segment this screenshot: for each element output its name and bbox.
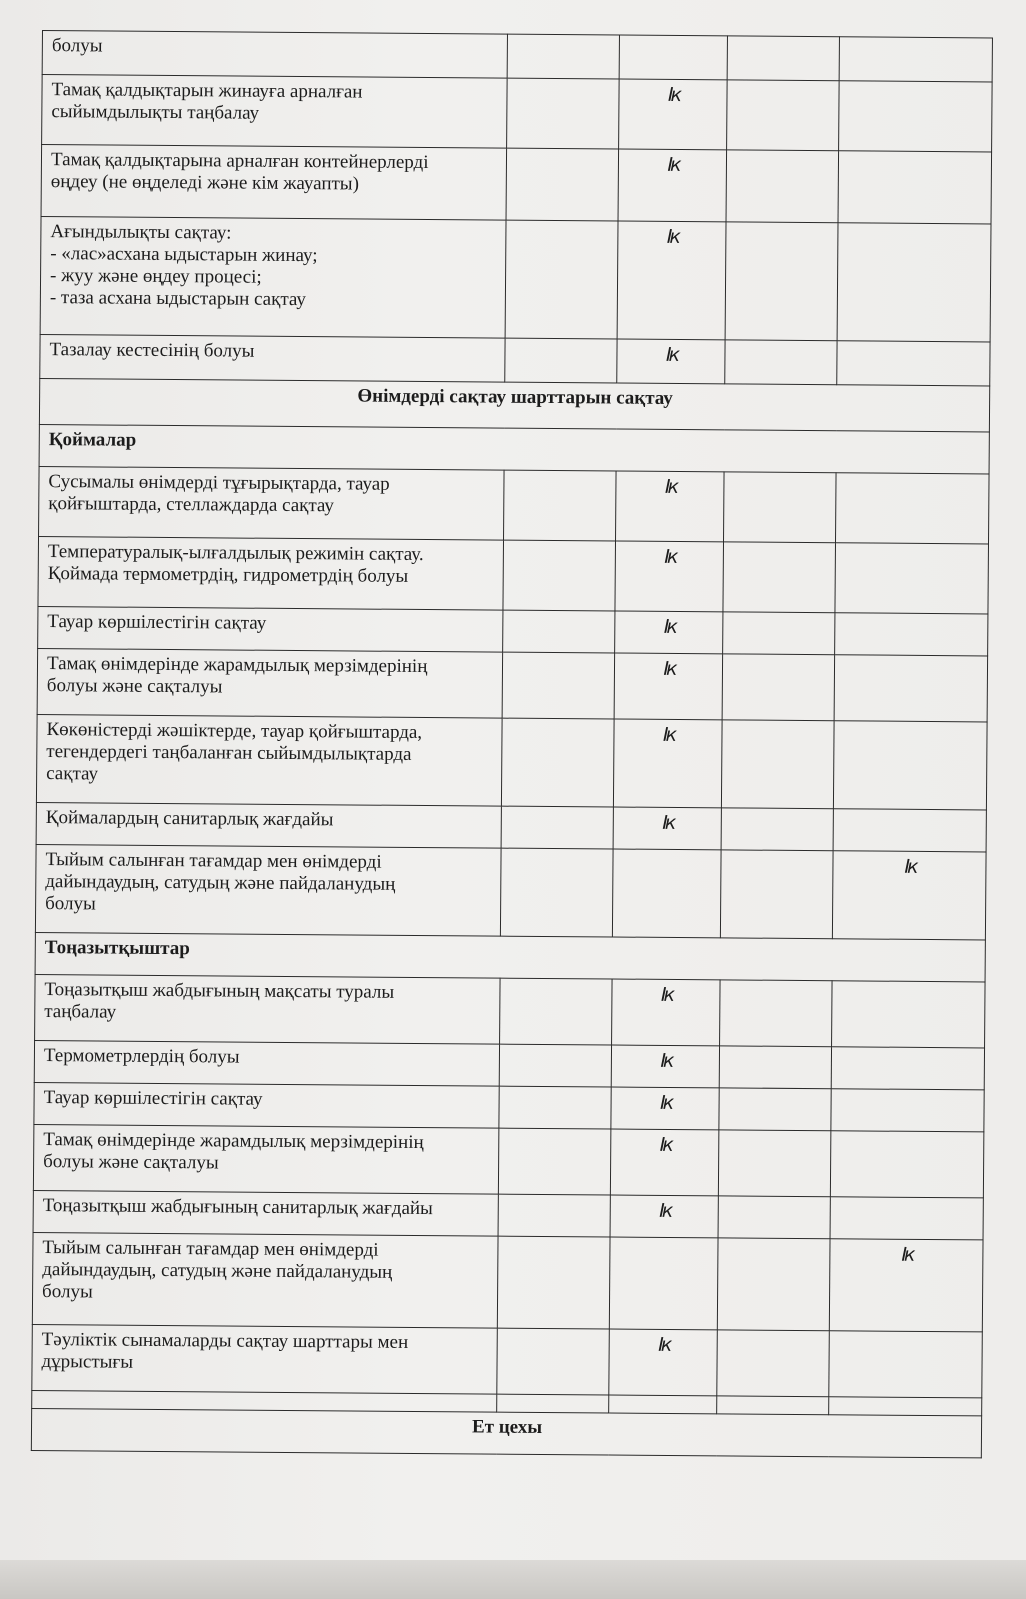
handwritten-mark-cell [830, 1131, 984, 1198]
handwritten-mark-cell [832, 981, 986, 1048]
handwritten-mark-cell: Ік [617, 339, 725, 384]
table-row [39, 424, 989, 473]
empty-cell [497, 1394, 609, 1413]
criterion-text: Тоңазытқыш жабдығының санитарлық жағдайы [33, 1190, 498, 1236]
handwritten-mark-cell: Ік [619, 79, 728, 150]
table-row [31, 1408, 981, 1457]
handwritten-mark-cell [719, 1088, 831, 1131]
handwritten-mark-cell [835, 543, 989, 614]
criterion-text: Ағындылықты сақтау: - «лас»асхана ыдыстарын жинау; - жуу және өңдеу процесі; - таза асхана ыдыстарын сақтау [40, 216, 506, 338]
handwritten-mark-cell [835, 613, 988, 656]
handwritten-mark-cell [720, 980, 833, 1047]
section-heading: Өнімдерді сақтау шарттарын сақтау [39, 378, 989, 431]
handwritten-mark-cell: Ік [613, 807, 721, 850]
handwritten-mark-cell [839, 81, 993, 152]
handwritten-mark-cell [718, 1196, 830, 1239]
criterion-text: Тамақ өнімдерінде жарамдылық мерзімдерінің болуы және сақталуы [33, 1124, 499, 1194]
handwritten-mark-cell [500, 978, 613, 1045]
handwritten-mark-cell [498, 1128, 611, 1195]
handwritten-mark-cell: Ік [609, 1329, 718, 1396]
table-row [35, 974, 985, 1047]
table-row [35, 844, 986, 939]
handwritten-mark-cell [507, 34, 619, 79]
checklist-body [31, 31, 992, 1458]
handwritten-mark-cell [502, 652, 615, 719]
handwritten-mark-cell [727, 80, 840, 151]
handwritten-mark-cell [719, 1046, 831, 1089]
criterion-text: Тамақ өнімдерінде жарамдылық мерзімдерінің болуы және сақталуы [37, 648, 503, 718]
handwritten-mark-cell [718, 1130, 831, 1197]
empty-cell [609, 1395, 717, 1414]
handwritten-mark-cell [837, 341, 990, 386]
handwritten-mark-cell [499, 1086, 611, 1129]
table-row [35, 932, 985, 981]
handwritten-mark-cell [498, 1194, 610, 1237]
table-row [33, 1190, 983, 1239]
handwritten-mark-cell [831, 1047, 984, 1090]
table-row [38, 606, 988, 655]
handwritten-mark-cell: Ік [612, 979, 721, 1046]
handwritten-mark-cell [609, 1237, 718, 1330]
criterion-text: Тыйым салынған тағамдар мен өнімдерді дайындаудың, сатудың және пайдаланудың болуы [32, 1232, 498, 1328]
empty-cell [717, 1396, 829, 1415]
criterion-text: Қоймалардың санитарлық жағдайы [36, 802, 501, 848]
subsection-heading: Тоңазытқыштар [35, 932, 985, 981]
handwritten-mark-cell [835, 473, 989, 544]
handwritten-mark-cell [505, 338, 617, 383]
handwritten-mark-cell [830, 1197, 983, 1240]
handwritten-mark-cell: Ік [832, 851, 986, 940]
handwritten-mark-cell [717, 1330, 830, 1397]
handwritten-mark-cell [717, 1238, 830, 1331]
handwritten-mark-cell [723, 542, 836, 613]
handwritten-mark-cell [619, 35, 727, 80]
table-row [39, 466, 990, 543]
handwritten-mark-cell [501, 718, 614, 807]
handwritten-mark-cell [724, 472, 837, 543]
table-row [32, 1232, 983, 1331]
table-row [40, 334, 990, 385]
section-heading: Ет цехы [31, 1408, 981, 1457]
table-row [36, 714, 987, 809]
table-row [42, 31, 992, 82]
handwritten-mark-cell [725, 222, 838, 341]
handwritten-mark-cell [725, 340, 837, 385]
handwritten-mark-cell [722, 654, 835, 721]
handwritten-mark-cell: Ік [618, 149, 727, 222]
handwritten-mark-cell [499, 1044, 611, 1087]
criterion-text: Тазалау кестесінің болуы [40, 334, 505, 382]
handwritten-mark-cell [838, 151, 992, 224]
table-row [41, 145, 992, 224]
handwritten-mark-cell [497, 1328, 610, 1395]
handwritten-mark-cell [726, 150, 839, 223]
handwritten-mark-cell [507, 78, 620, 149]
table-row [32, 1324, 982, 1397]
criterion-text: Тоңазытқыш жабдығының мақсаты туралы таңбалау [35, 974, 501, 1044]
handwritten-mark-cell [829, 1331, 983, 1398]
criterion-text: Тамақ қалдықтарын жинауға арналған сыйымдылықты таңбалау [42, 75, 508, 149]
criterion-text: Температуралық-ылғалдылық режимін сақтау. Қоймада термометрдің, гидрометрдің болуы [38, 536, 504, 610]
handwritten-mark-cell [727, 36, 839, 81]
handwritten-mark-cell [833, 809, 986, 852]
inspection-checklist-table [31, 30, 993, 1458]
handwritten-mark-cell: Ік [615, 611, 723, 654]
page-bottom-shadow [0, 1560, 1026, 1599]
handwritten-mark-cell [720, 850, 833, 939]
handwritten-mark-cell [506, 148, 619, 221]
criterion-text: Термометрлердің болуы [34, 1040, 499, 1086]
handwritten-mark-cell: Ік [617, 221, 726, 340]
empty-cell [829, 1397, 982, 1416]
criterion-text: Тауар көршілестігін сақтау [34, 1082, 499, 1128]
table-row [37, 648, 987, 721]
handwritten-mark-cell: Ік [610, 1195, 718, 1238]
handwritten-mark-cell: Ік [611, 1045, 719, 1088]
handwritten-mark-cell [505, 220, 618, 339]
table-row [40, 216, 991, 341]
handwritten-mark-cell [497, 1236, 610, 1329]
handwritten-mark-cell [721, 720, 834, 809]
handwritten-mark-cell [831, 1089, 984, 1132]
handwritten-mark-cell: Ік [829, 1239, 983, 1332]
criterion-text: Тауар көршілестігін сақтау [38, 606, 503, 652]
handwritten-mark-cell: Ік [614, 653, 723, 720]
criterion-text: Тыйым салынған тағамдар мен өнімдерді дайындаудың, сатудың және пайдаланудың болуы [35, 844, 501, 936]
criterion-text: Сусымалы өнімдерді тұғырықтарда, тауар қойғыштарда, стеллаждарда сақтау [39, 466, 505, 540]
handwritten-mark-cell [501, 806, 613, 849]
handwritten-mark-cell: Ік [616, 471, 725, 542]
table-row [42, 75, 993, 152]
table-row [33, 1124, 983, 1197]
table-row [36, 802, 986, 851]
handwritten-mark-cell: Ік [613, 719, 722, 808]
table-row [34, 1040, 984, 1089]
handwritten-mark-cell [500, 848, 613, 937]
criterion-text: Көкөністерді жәшіктерде, тауар қойғыштарда, тегендердегі таңбаланған сыйымдылықтарда сақтау [36, 714, 502, 806]
criterion-text: Тамақ қалдықтарына арналған контейнерлерді өңдеу (не өңделеді және кім жауапты) [41, 145, 507, 221]
handwritten-mark-cell [723, 612, 835, 655]
criterion-text: болуы [42, 31, 507, 79]
handwritten-mark-cell: Ік [610, 1129, 719, 1196]
handwritten-mark-cell [833, 721, 987, 810]
table-row [38, 536, 989, 613]
subsection-heading: Қоймалар [39, 424, 989, 473]
handwritten-mark-cell: Ік [615, 541, 724, 612]
handwritten-mark-cell [839, 37, 992, 82]
handwritten-mark-cell [837, 223, 991, 342]
handwritten-mark-cell [721, 808, 833, 851]
table-row [34, 1082, 984, 1131]
handwritten-mark-cell [504, 470, 617, 541]
handwritten-mark-cell [834, 655, 988, 722]
handwritten-mark-cell [503, 540, 616, 611]
handwritten-mark-cell [612, 849, 721, 938]
table-row [39, 378, 989, 431]
criterion-text: Тәуліктік сынамаларды сақтау шарттары мен дұрыстығы [32, 1324, 498, 1394]
handwritten-mark-cell: Ік [611, 1087, 719, 1130]
handwritten-mark-cell [503, 610, 615, 653]
